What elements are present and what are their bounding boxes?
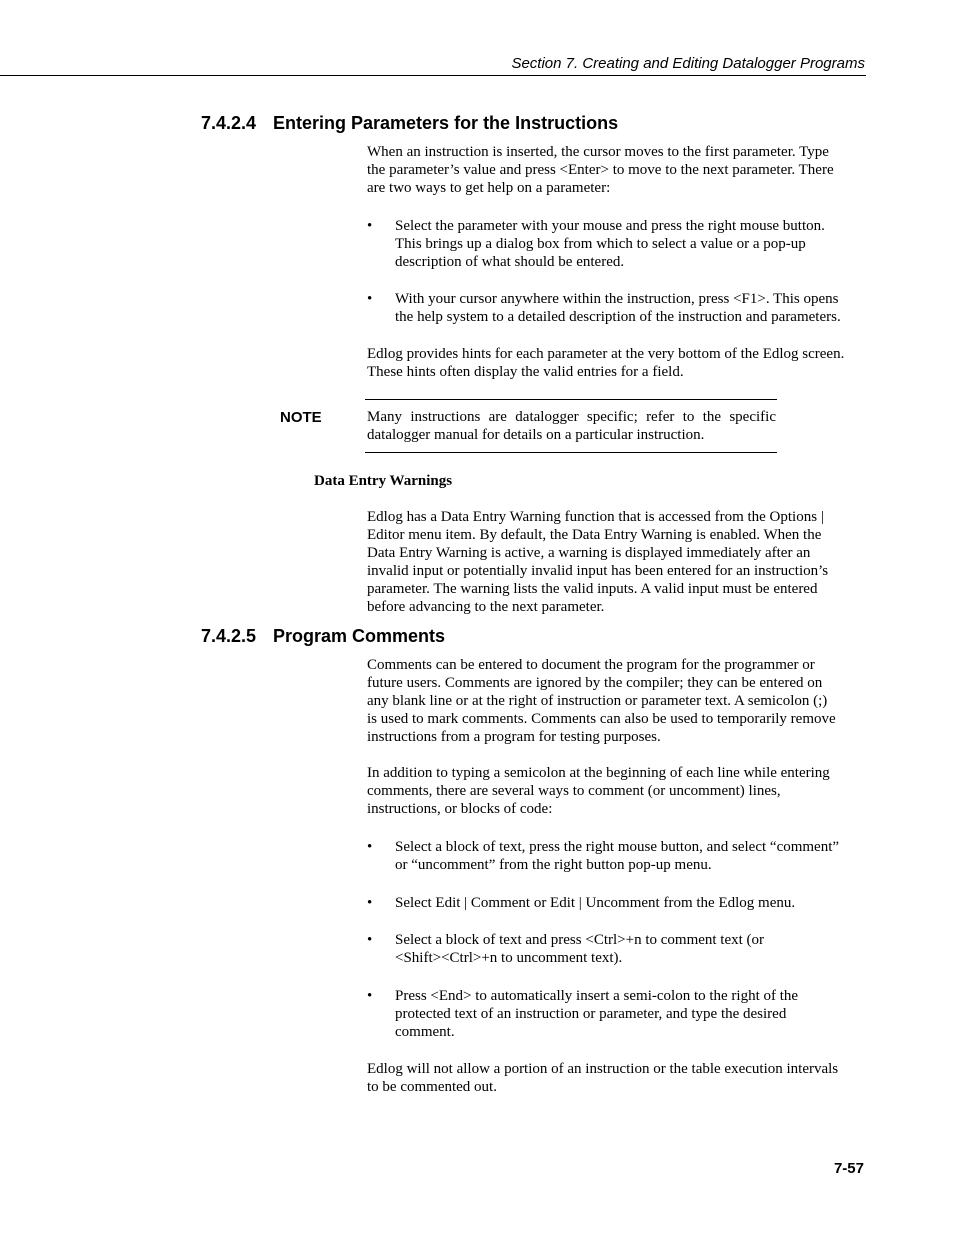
text-line: Comments can be entered to document the program for the programmer or bbox=[367, 657, 815, 673]
text-line: Edlog will not allow a portion of an instruction or the table execution intervals bbox=[367, 1061, 839, 1077]
text-line: invalid input or potentially invalid input has been entered for an instruction’s bbox=[367, 563, 829, 579]
text-line: Select Edit | Comment or Edit | Uncomment from the Edlog menu. bbox=[395, 895, 796, 911]
text-line: before advancing to the next parameter. bbox=[367, 599, 605, 615]
bullet-icon: • bbox=[367, 932, 373, 948]
text-line: Select a block of text, press the right mouse button, and select “comment” bbox=[395, 839, 840, 855]
note-top-rule bbox=[365, 399, 777, 400]
text-line: instructions, or blocks of code: bbox=[367, 801, 553, 817]
text-line: protected text of an instruction or parameter, and type the desired bbox=[395, 1006, 787, 1022]
text-line: or “uncomment” from the right button pop-up menu. bbox=[395, 857, 712, 873]
text-line: With your cursor anywhere within the instruction, press <F1>. This opens bbox=[395, 291, 839, 307]
paragraph-parameter-intro bbox=[367, 143, 834, 197]
section-number: 7.4.2.4 bbox=[201, 113, 257, 133]
subheading-data-entry-warnings: Data Entry Warnings bbox=[314, 473, 453, 489]
text-line: instructions from a program for testing purposes. bbox=[367, 729, 661, 745]
text-line: Edlog has a Data Entry Warning function that is accessed from the Options | bbox=[367, 509, 824, 525]
text-line: any blank line or at the right of instruction or parameter text. A semicolon (;) bbox=[367, 693, 828, 709]
paragraph-hints bbox=[367, 345, 844, 381]
text-line: Press <End> to automatically insert a semi-colon to the right of the bbox=[395, 988, 799, 1004]
bullet-icon: • bbox=[367, 218, 373, 234]
text-line: Select a block of text and press <Ctrl>+n to comment text (or bbox=[395, 932, 765, 948]
text-line: to be commented out. bbox=[367, 1079, 497, 1095]
paragraph-closing bbox=[367, 1060, 838, 1096]
paragraph-data-entry-warnings bbox=[367, 508, 828, 616]
text-line: Data Entry Warning is active, a warning is displayed immediately after an bbox=[367, 545, 811, 561]
text-line: When an instruction is inserted, the cursor moves to the first parameter. Type bbox=[367, 144, 829, 160]
text-line: datalogger manual for details on a particular instruction. bbox=[367, 427, 705, 443]
text-line: future users. Comments are ignored by the compiler; they can be entered on bbox=[367, 675, 823, 691]
bullet-icon: • bbox=[367, 291, 373, 307]
paragraph-comment-ways bbox=[367, 764, 830, 818]
running-header: Section 7. Creating and Editing Datalogger Programs bbox=[511, 55, 865, 72]
note-text bbox=[367, 408, 776, 444]
text-line: are two ways to get help on a parameter: bbox=[367, 180, 611, 196]
bullet-icon: • bbox=[367, 839, 373, 855]
bullet-icon: • bbox=[367, 895, 373, 911]
text-line: comment. bbox=[395, 1024, 455, 1040]
text-line: description of what should be entered. bbox=[395, 254, 625, 270]
section-number: 7.4.2.5 bbox=[201, 626, 257, 646]
header-rule bbox=[0, 75, 866, 76]
bullet-icon: • bbox=[367, 988, 373, 1004]
text-line: This brings up a dialog box from which to select a value or a pop-up bbox=[395, 236, 806, 252]
section-heading-7-4-2-5 bbox=[201, 625, 445, 647]
text-line: Edlog provides hints for each parameter at the very bottom of the Edlog screen. bbox=[367, 346, 845, 362]
note-label: NOTE bbox=[280, 409, 322, 426]
section-title: Program Comments bbox=[273, 626, 446, 646]
section-heading-7-4-2-4 bbox=[201, 112, 618, 134]
text-line: Select the parameter with your mouse and press the right mouse button. bbox=[395, 218, 825, 234]
paragraph-comments-intro bbox=[367, 656, 836, 746]
text-line: is used to mark comments. Comments can also be used to temporarily remove bbox=[367, 711, 836, 727]
text-line: These hints often display the valid entries for a field. bbox=[367, 364, 684, 380]
page-number: 7-57 bbox=[833, 1160, 864, 1177]
text-line: the help system to a detailed description of the instruction and parameters. bbox=[395, 309, 841, 325]
text-line: the parameter’s value and press <Enter> to move to the next parameter. There bbox=[367, 162, 834, 178]
text-line: In addition to typing a semicolon at the beginning of each line while entering bbox=[367, 765, 830, 781]
text-line: Many instructions are datalogger specific; refer to the specific bbox=[367, 409, 776, 425]
text-line: comments, there are several ways to comment (or uncomment) lines, bbox=[367, 783, 781, 799]
text-line: parameter. The warning lists the valid inputs. A valid input must be entered bbox=[367, 581, 818, 597]
text-line: <Shift><Ctrl>+n to uncomment text). bbox=[395, 950, 623, 966]
text-line: Editor menu item. By default, the Data Entry Warning is enabled. When the bbox=[367, 527, 822, 543]
section-title: Entering Parameters for the Instructions bbox=[273, 113, 619, 133]
note-bottom-rule bbox=[365, 452, 777, 453]
